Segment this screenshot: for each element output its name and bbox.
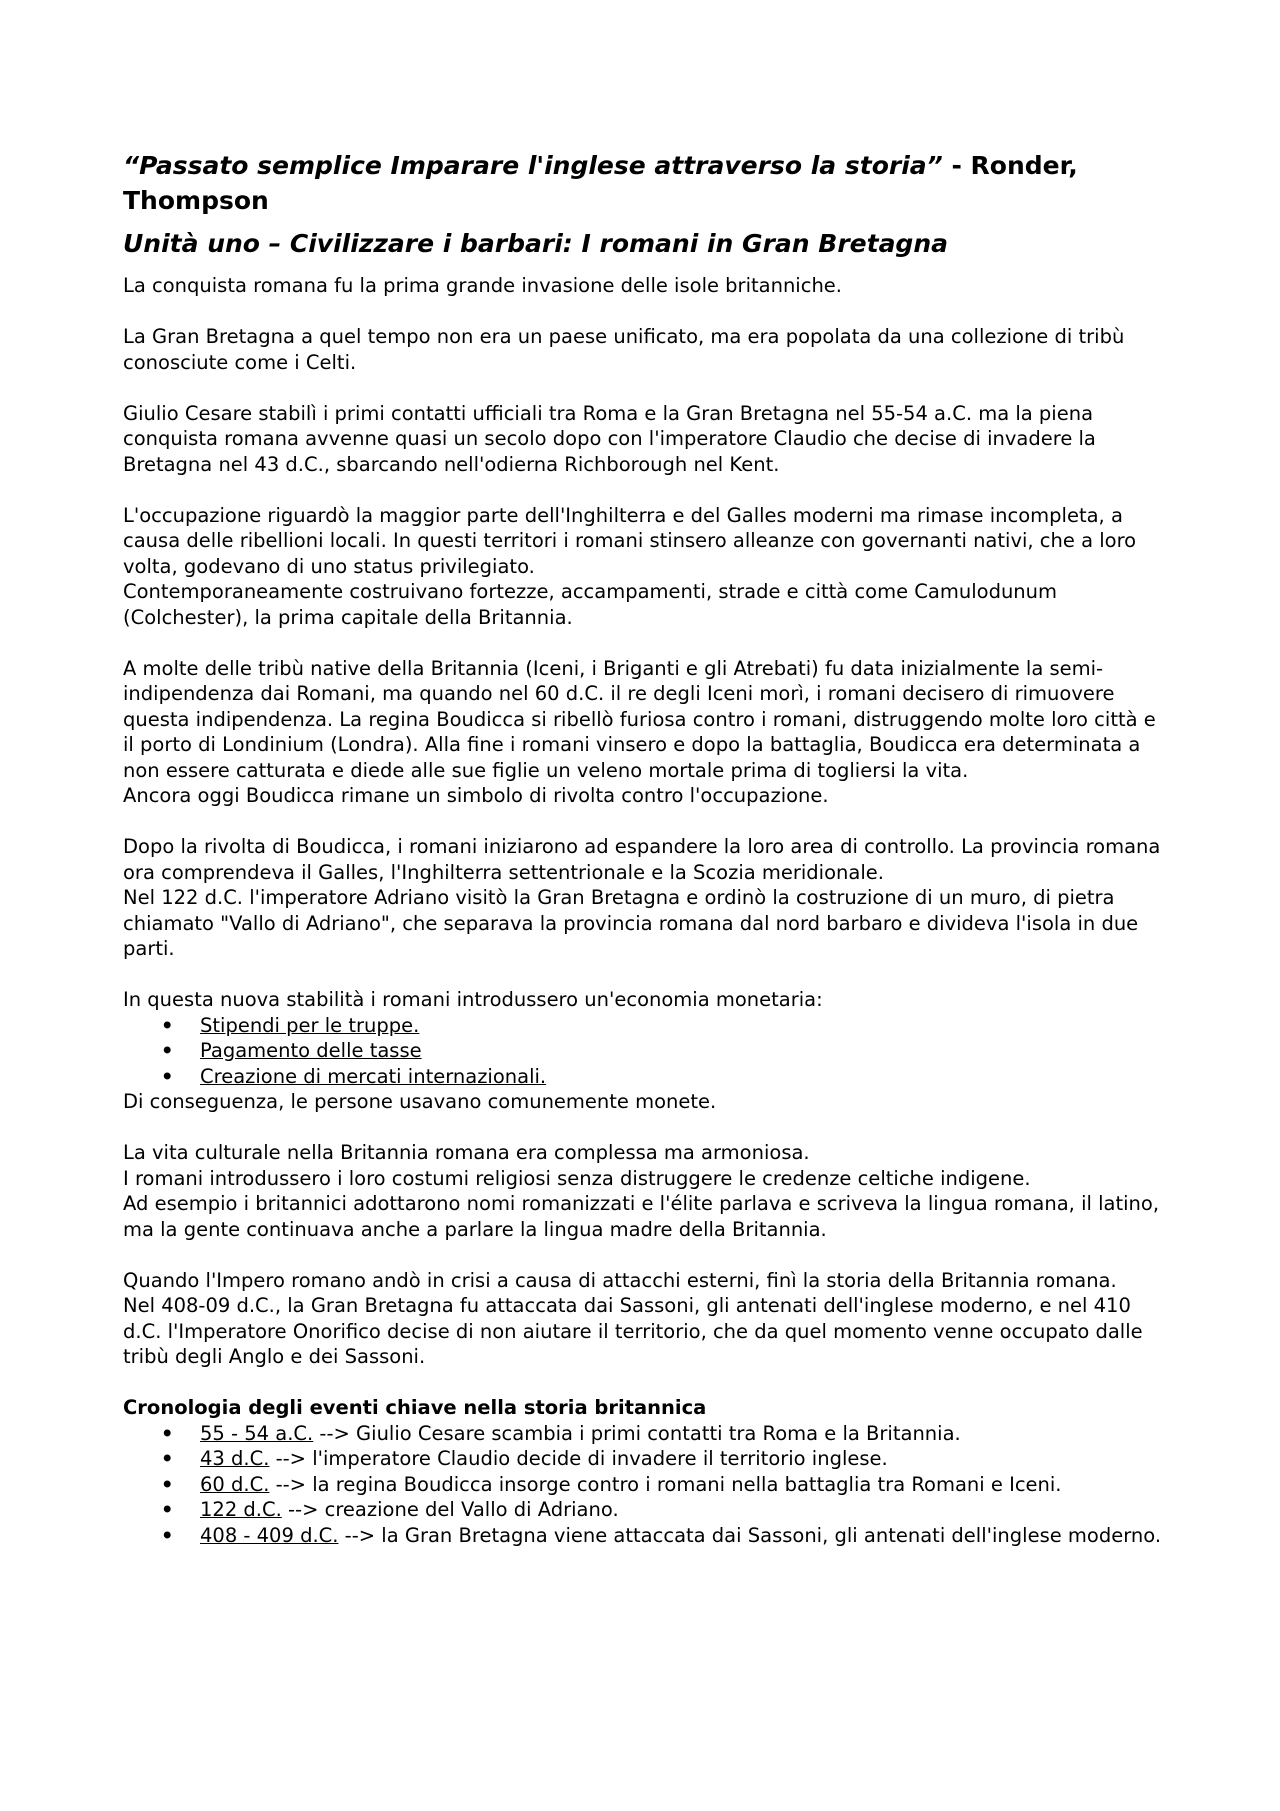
timeline-date: 122 d.C. [200, 1498, 282, 1521]
timeline-text: --> la Gran Bretagna viene attaccata dai Sassoni, gli antenati dell'inglese moderno. [338, 1523, 1162, 1547]
paragraph: La Gran Bretagna a quel tempo non era un paese unificato, ma era popolata da una collezione di tribù conosciute come i Celti. [123, 325, 1125, 374]
timeline-heading: Cronologia degli eventi chiave nella storia britannica [123, 1396, 707, 1419]
paragraph: In questa nuova stabilità i romani introdussero un'economia monetaria: [123, 988, 823, 1011]
paragraph: Dopo la rivolta di Boudicca, i romani iniziarono ad espandere la loro area di controllo. La provincia romana ora comprendeva il Galles, l'Inghilterra settentrionale e la Scozia meridionale. [123, 835, 1161, 884]
paragraph: Giulio Cesare stabilì i primi contatti ufficiali tra Roma e la Gran Bretagna nel 55-54 a.C. ma la piena conquista romana avvenne quasi un secolo dopo con l'imperatore Claudio che decise di invadere la Bretagna nel 43 d.C., sbarcando nell'odierna Richborough nel Kent. [123, 401, 1096, 476]
timeline-item [123, 1446, 1168, 1472]
paragraph: I romani introdussero i loro costumi religiosi senza distruggere le credenze celtiche indigene. [123, 1166, 1031, 1190]
unit-heading: Unità uno – Civilizzare i barbari: I romani in Gran Bretagna [123, 229, 948, 258]
timeline-item [123, 1421, 1168, 1447]
paragraph: Di conseguenza, le persone usavano comunemente monete. [123, 1090, 717, 1113]
paragraph: La conquista romana fu la prima grande invasione delle isole britanniche. [123, 274, 842, 297]
list-item-text: Stipendi per le truppe. [200, 1013, 420, 1037]
timeline-text: --> l'imperatore Claudio decide di invadere il territorio inglese. [269, 1447, 888, 1470]
timeline-item [123, 1523, 1168, 1549]
list-item-text: Creazione di mercati internazionali. [200, 1064, 547, 1088]
timeline-date: 408 - 409 d.C. [200, 1523, 339, 1547]
timeline-text: --> creazione del Vallo di Adriano. [281, 1498, 619, 1521]
paragraph: Nel 408-09 d.C., la Gran Bretagna fu attaccata dai Sassoni, gli antenati dell'inglese moderno, e nel 410 d.C. l'Imperatore Onorifico decise di non aiutare il territorio, che da quel momento venne occupato dalle tribù degli Anglo e dei Sassoni. [123, 1294, 1143, 1368]
timeline-text: --> la regina Boudicca insorge contro i romani nella battaglia tra Romani e Iceni. [269, 1472, 1062, 1496]
timeline-date: 43 d.C. [200, 1447, 270, 1470]
paragraph: Contemporaneamente costruivano fortezze, accampamenti, strade e città come Camulodunum (Colchester), la prima capitale della Britannia. [123, 580, 1058, 629]
list-item-text: Pagamento delle tasse [200, 1039, 422, 1062]
paragraph: Ad esempio i britannici adottarono nomi romanizzati e l'élite parlava e scriveva la lingua romana, il latino, ma la gente continuava anche a parlare la lingua madre della Britannia. [123, 1192, 1160, 1241]
timeline-item [123, 1472, 1168, 1498]
timeline-date: 60 d.C. [200, 1472, 270, 1496]
timeline-item [123, 1497, 1168, 1523]
economy-list [123, 1013, 1168, 1090]
timeline-list [123, 1421, 1168, 1549]
list-item [123, 1064, 1168, 1090]
paragraph: Ancora oggi Boudicca rimane un simbolo di rivolta contro l'occupazione. [123, 784, 829, 807]
list-item [123, 1013, 1168, 1039]
paragraph: Quando l'Impero romano andò in crisi a causa di attacchi esterni, finì la storia della Britannia romana. [123, 1268, 1117, 1292]
timeline-date: 55 - 54 a.C. [200, 1421, 314, 1445]
paragraph: L'occupazione riguardò la maggior parte dell'Inghilterra e del Galles moderni ma rimase incompleta, a causa delle ribellioni locali. In questi territori i romani stinsero alleanze con governanti nativi, che a loro volta, godevano di uno status privilegiato. [123, 503, 1137, 578]
paragraph: La vita culturale nella Britannia romana era complessa ma armoniosa. [123, 1141, 810, 1164]
book-authors: - Ronder, Thompson [123, 151, 1078, 215]
list-item [123, 1038, 1168, 1064]
paragraph: A molte delle tribù native della Britannia (Iceni, i Briganti e gli Atrebati) fu data inizialmente la semi-indipendenza dai Romani, ma quando nel 60 d.C. il re degli Iceni morì, i romani decisero di rimuovere questa indipendenza. La regina Boudicca si ribellò furiosa contro i romani, distruggendo molte loro città e il porto di Londinium (Londra). Alla fine i romani vinsero e dopo la battaglia, Boudicca era determinata a non essere catturata e diede alle sue figlie un veleno mortale prima di togliersi la vita. [123, 656, 1156, 782]
document-title [123, 148, 1168, 218]
timeline-text: --> Giulio Cesare scambia i primi contatti tra Roma e la Britannia. [313, 1421, 961, 1445]
book-title: “Passato semplice Imparare l'inglese attraverso la storia” [123, 151, 943, 180]
document-page [123, 148, 1168, 1548]
paragraph: Nel 122 d.C. l'imperatore Adriano visitò la Gran Bretagna e ordinò la costruzione di un muro, di pietra chiamato "Vallo di Adriano", che separava la provincia romana dal nord barbaro e divideva l'isola in due parti. [123, 886, 1139, 960]
